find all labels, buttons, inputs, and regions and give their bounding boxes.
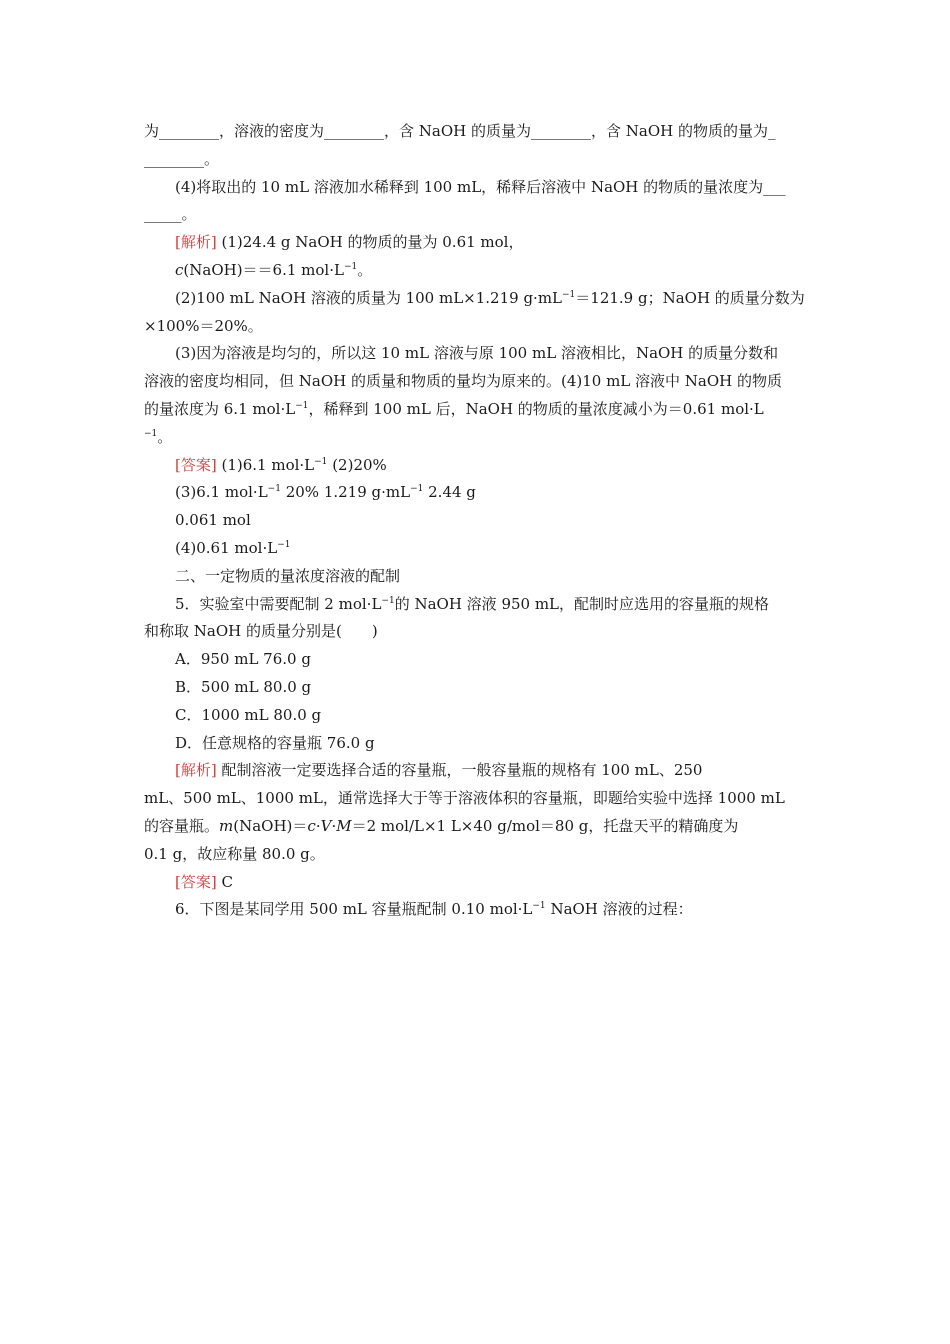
option-b: B．500 mL 80.0 g [175, 677, 312, 696]
text-line: 为________，溶液的密度为________，含 NaOH 的质量为________，含 NaOH 的物质的量为_ [144, 122, 776, 140]
option-d: D．任意规格的容量瓶 76.0 g [175, 733, 375, 752]
text-line: ×100%＝20%。 [144, 316, 263, 335]
text-line: _____。 [144, 205, 197, 224]
answer-line: [答案] (1)6.1 $mol\cdot L^{-1}$ (2)20% [175, 455, 387, 474]
text-line: ________。 [144, 149, 220, 168]
text-line: 的容量瓶。m(NaOH)＝c·V·M＝2 mol/L×1 L×40 g/mol＝80 g，托盘天平的精确度为 [144, 816, 739, 835]
text-line: mL、500 mL、1000 mL，通常选择大于等于溶液体积的容量瓶，即题给实验中选择 1000 mL [144, 789, 785, 808]
section-heading: 二、一定物质的量浓度溶液的配制 [175, 566, 401, 585]
text-line: 的量浓度为 6.1 $mol\cdot L^{-1}$，稀释到 100 mL 后，NaOH 的物质的量浓度减小为＝0.61 mol·L [144, 399, 764, 418]
text-line: $^{-1}$。 [144, 427, 173, 446]
analysis-tag: [解析] [175, 233, 217, 252]
text-line: 0.061 mol [175, 511, 251, 530]
analysis-line: [解析] (1)24.4 g NaOH 的物质的量为 0.61 mol， [175, 233, 524, 252]
question-5: 5．实验室中需要配制 2 $mol\cdot L^{-1}$的 NaOH 溶液 950 mL，配制时应选用的容量瓶的规格 [175, 594, 770, 613]
text-line: 和称取 NaOH 的质量分别是( ) [144, 622, 378, 641]
text-line: (3)因为溶液是均匀的，所以这 10 mL 溶液与原 100 mL 溶液相比，NaOH 的质量分数和 [175, 344, 779, 363]
analysis-line: [解析] 配制溶液一定要选择合适的容量瓶，一般容量瓶的规格有 100 mL、250 [175, 761, 703, 780]
text-line: (3)6.1 $mol\cdot L^{-1}$ 20% 1.219 $g\cdot mL^{-1}$ 2.44 g [175, 483, 476, 502]
option-c: C．1000 mL 80.0 g [175, 705, 322, 724]
option-a: A．950 mL 76.0 g [175, 650, 311, 669]
text-line: (4)将取出的 10 mL 溶液加水稀释到 100 mL，稀释后溶液中 NaOH 的物质的量浓度为___ [175, 177, 786, 196]
text-line: (4)0.61 $mol\cdot L^{-1}$ [175, 538, 291, 557]
analysis-tag: [解析] [175, 761, 217, 780]
answer-tag: [答案] [175, 872, 217, 891]
answer-line: [答案] C [175, 872, 233, 891]
text-line: c(NaOH)＝＝6.1 $mol\cdot L^{-1}$。 [175, 260, 373, 279]
text-line: 0.1 g，故应称量 80.0 g。 [144, 844, 325, 863]
text-line: 溶液的密度均相同，但 NaOH 的质量和物质的量均为原来的。(4)10 mL 溶液中 NaOH 的物质 [144, 372, 783, 391]
text-line: (2)100 mL NaOH 溶液的质量为 100 mL×1.219 $g\cdot mL^{-1}=121.9$ g；NaOH 的质量分数为 [175, 288, 805, 307]
question-6: 6．下图是某同学用 500 mL 容量瓶配制 0.10 $mol\cdot L^{-1}$ NaOH 溶液的过程： [175, 900, 693, 919]
answer-tag: [答案] [175, 455, 217, 474]
document-body [144, 118, 808, 924]
